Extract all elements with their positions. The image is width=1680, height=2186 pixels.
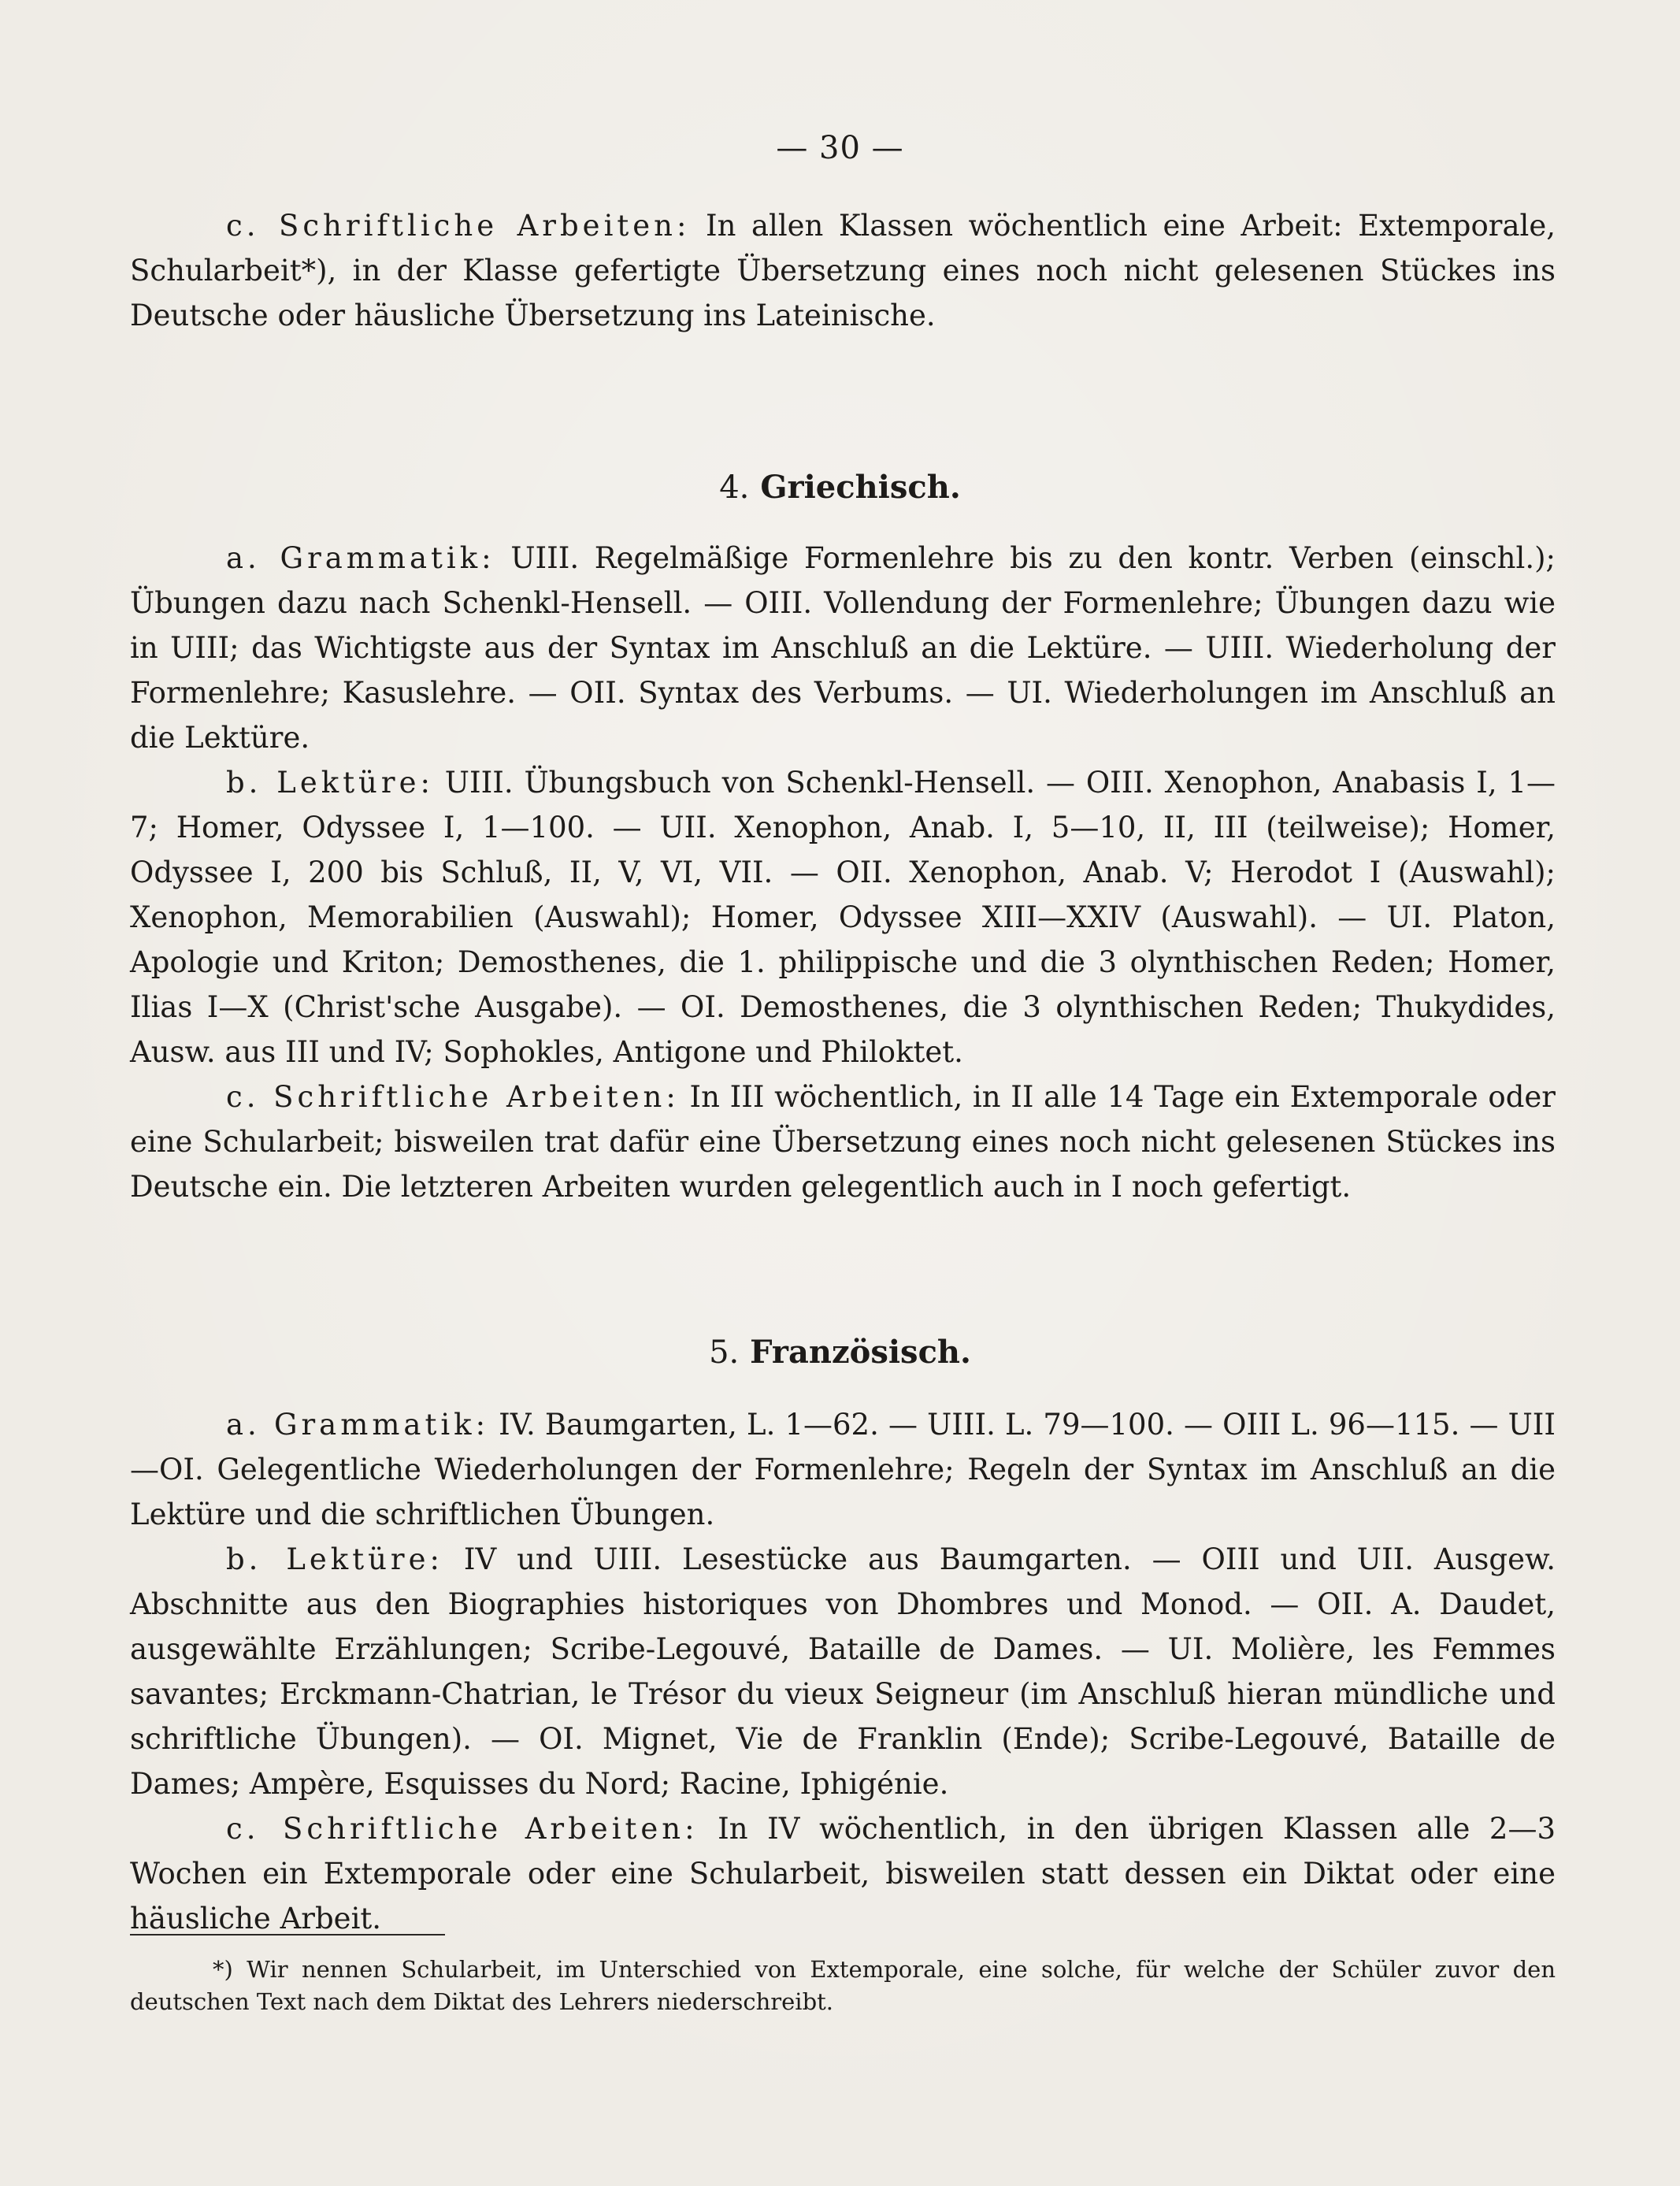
greek-heading-number: 4. — [719, 469, 750, 506]
latin-written-work-paragraph — [130, 203, 1556, 338]
french-written-work-label: c. Schriftliche Arbeiten: — [226, 1812, 699, 1846]
greek-reading-text: UIII. Übungsbuch von Schenkl-Hensell. — OIII. Xenophon, Anabasis I, 1—7; Homer, Odyssee I, 1—100. — UII. Xenophon, Anab. I, 5—10, II, III (teilweise); Homer, Odyssee I, 200 bis Schluß, II, V, VI, VII. — OII. Xenophon, Anab. V; Herodot I (Auswahl); Xenophon, Memorabilien (Auswahl); Homer, Odyssee XIII—XXIV (Auswahl). — UI. Platon, Apologie und Kriton; Demosthenes, die 1. philippische und die 3 olynthischen Reden; Homer, Ilias I—X (Christ'sche Ausgabe). — OI. Demosthenes, die 3 olynthischen Reden; Thukydides, Ausw. aus III und IV; Sophokles, Antigone und Philoktet. — [130, 766, 1556, 1069]
french-grammar-text: IV. Baumgarten, L. 1—62. — UIII. L. 79—100. — OIII L. 96—115. — UII—OI. Gelegentliche Wiederholungen der Formenlehre; Regeln der Syntax im Anschluß an die Lektüre und die schriftlichen Übungen. — [130, 1408, 1556, 1531]
greek-reading-label: b. Lektüre: — [226, 766, 434, 800]
french-written-work-text: In IV wöchentlich, in den übrigen Klassen alle 2—3 Wochen ein Extemporale oder eine Schularbeit, bisweilen statt dessen ein Diktat oder eine häusliche Arbeit. — [130, 1812, 1556, 1935]
french-heading — [0, 1334, 1680, 1371]
footnote-divider — [130, 1934, 445, 1935]
french-heading-number: 5. — [709, 1334, 740, 1371]
french-reading-paragraph — [130, 1537, 1556, 1806]
french-grammar-label: a. Grammatik: — [226, 1408, 490, 1442]
french-reading-text: IV und UIII. Lesestücke aus Baumgarten. — OIII und UII. Ausgew. Abschnitte aus den Biographies historiques von Dhombres und Monod. — OII. A. Daudet, ausgewählte Erzählungen; Scribe-Legouvé, Bataille de Dames. — UI. Molière, les Femmes savantes; Erckmann-Chatrian, le Trésor du vieux Seigneur (im Anschluß hieran mündliche und schriftliche Übungen). — OI. Mignet, Vie de Franklin (Ende); Scribe-Legouvé, Bataille de Dames; Ampère, Esquisses du Nord; Racine, Iphigénie. — [130, 1542, 1556, 1801]
footnote: *) Wir nennen Schularbeit, im Unterschied von Extemporale, eine solche, für welche der Schüler zuvor den deutschen Text nach dem Diktat des Lehrers niederschreibt. — [130, 1956, 1556, 2015]
greek-section — [130, 536, 1556, 1209]
greek-written-work-text: In III wöchentlich, in II alle 14 Tage ein Extemporale oder eine Schularbeit; bisweilen trat dafür eine Übersetzung eines noch nicht gelesenen Stückes ins Deutsche ein. Die letzteren Arbeiten wurden gelegentlich auch in I noch gefertigt. — [130, 1080, 1556, 1204]
french-section — [130, 1402, 1556, 1941]
french-written-work-paragraph — [130, 1806, 1556, 1941]
greek-heading — [0, 469, 1680, 506]
greek-written-work-label: c. Schriftliche Arbeiten: — [226, 1080, 680, 1114]
greek-written-work-paragraph — [130, 1074, 1556, 1209]
french-grammar-paragraph — [130, 1402, 1556, 1537]
greek-grammar-paragraph — [130, 536, 1556, 760]
french-reading-label: b. Lektüre: — [226, 1542, 443, 1576]
french-heading-title: Französisch. — [750, 1334, 971, 1371]
latin-section-c — [130, 203, 1556, 338]
page-number: — 30 — — [776, 130, 904, 166]
greek-grammar-label: a. Grammatik: — [226, 541, 495, 575]
greek-grammar-text: UIII. Regelmäßige Formenlehre bis zu den kontr. Verben (einschl.); Übungen dazu nach Schenkl-Hensell. — OIII. Vollendung der Formenlehre; Übungen dazu wie in UIII; das Wichtigste aus der Syntax im Anschluß an die Lektüre. — UIII. Wiederholung der Formenlehre; Kasuslehre. — OII. Syntax des Verbums. — UI. Wiederholungen im Anschluß an die Lektüre. — [130, 541, 1556, 755]
greek-heading-title: Griechisch. — [760, 469, 961, 506]
latin-written-work-label: c. Schriftliche Arbeiten: — [226, 209, 691, 243]
latin-written-work-text: In allen Klassen wöchentlich eine Arbeit: Extemporale, Schularbeit*), in der Klasse gefertigte Übersetzung eines noch nicht gelesenen Stückes ins Deutsche oder häusliche Übersetzung ins Lateinische. — [130, 209, 1556, 332]
greek-reading-paragraph — [130, 760, 1556, 1074]
